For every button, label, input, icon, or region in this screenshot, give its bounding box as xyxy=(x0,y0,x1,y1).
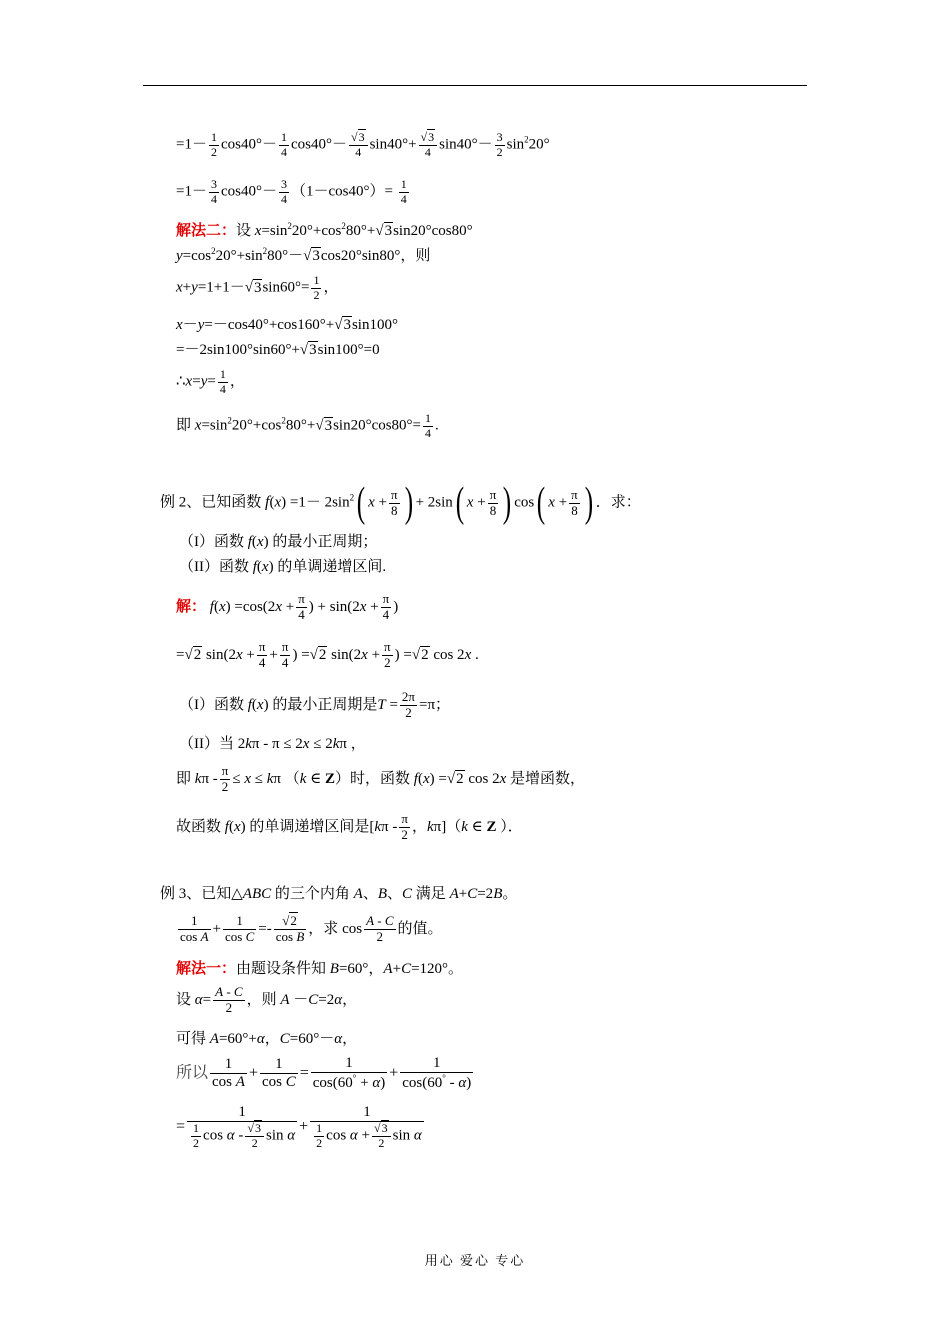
example-2-title: 例 2、已知函数 $f(x) =1- 2\sin^2$( x + $\frac{\pi}{8}$ ) + 2sin( x + $\frac{\pi}{8}$ ) cos( x + $\frac{\pi}{8}$ ) ．求： xyxy=(160,480,641,526)
eq-line-4: $y=\cos^220^\circ+\sin^280^\circ-√3\cos 20^\circ\sin 80^\circ$，则 xyxy=(176,246,431,264)
example-2-answer-4: 故函数 f(x) 的单调递增区间是[kπ - $\frac{\pi}{2}$ ，kπ]（k ∈ Z ）． xyxy=(176,811,523,842)
example-3-solution-1: 解法一：由题设条件知 B=60°，A+C=120°。 xyxy=(176,961,464,977)
example-2-answer-3: 即 kπ - $\frac{\pi}{2}$ ≤ x ≤ kπ （k ∈ Z）时，函数 f(x) =√2 cos 2x 是增函数， xyxy=(176,763,586,794)
eq-line-8: ∴x=y= $\frac{1}{4}$ ， xyxy=(176,367,245,396)
header-rule xyxy=(143,85,807,86)
solution-label: 解： xyxy=(176,598,207,615)
eq-line-6: x－y=－cos40°+cos160°+√3sin100° xyxy=(176,317,398,333)
method-one-label: 解法一： xyxy=(176,961,237,977)
eq-line-7: =－2sin100°sin60°+√3sin100°=0 xyxy=(176,342,380,358)
eq-line-2: =1－ $\frac{3}{4}$ cos40°－ $\frac{3}{4}$ （1－cos40°）= $\frac{1}{4}$ xyxy=(176,177,407,206)
example-2-q1: （I）函数 f(x) 的最小正周期； xyxy=(179,534,378,550)
example-2-solution-1: 解： f(x) =cos(2x + $\frac{\pi}{4}$ ) + sin(2x + $\frac{\pi}{4}$ ) xyxy=(176,591,399,622)
eq-line-1: =1－ $\frac{1}{2}$ cos40°－ $\frac{1}{4}$ cos40°－ $\frac{√3}{4}$ sin40°+ $\frac{√3}{4}$ sin40°－ $\frac{3}{2}$ $\sin^220^\circ$ xyxy=(176,130,550,159)
example-2-answer-1: （I）函数 f(x) 的最小正周期是T = $\frac{2\pi}{2}$ =π； xyxy=(179,689,451,720)
footer: 用心 爱心 专心 xyxy=(424,1253,526,1268)
example-3-solution-5: = 1 $\frac{1}{2}$ cos α - $\frac{√3}{2}$ sin α + 1 $\frac{1}{2}$ cos α + $\frac{√3}{2}$ sin α xyxy=(176,1104,422,1151)
eq-line-9: 即 $x=\sin^220^\circ+\cos^280^\circ+√3\sin 20^\circ\cos 80^\circ=$ $\frac{1}{4}$ . xyxy=(176,411,439,440)
example-2-answer-2: （II）当 2kπ - π ≤ 2x ≤ 2kπ ， xyxy=(179,736,366,752)
example-3-solution-3: 可得 A=60°+α，C=60°－α， xyxy=(176,1031,358,1047)
example-3-solution-4: 所以 $\frac{1}{\text{cos A}}$ + $\frac{1}{\text{cos C}}$ = $\frac{1}{\cos(60^\circ + \alpha)}$ + $\frac{1}{\cos(60^\circ - \alpha)}$ xyxy=(176,1055,472,1092)
example-2-q2: （II）函数 f(x) 的单调递增区间. xyxy=(179,559,387,575)
example-3-title: 例 3、已知△ABC 的三个内角 A、B、C 满足 A+C=2B。 xyxy=(160,886,518,902)
method-two-label: 解法二： xyxy=(176,223,237,239)
method-two-line: 解法二：设 $x=\sin^220^\circ+\cos^280^\circ+√3\sin 20^\circ\cos 80^\circ$ xyxy=(176,221,473,239)
example-3-condition: $\frac{1}{\text{cos A}}$ + $\frac{1}{\text{cos C}}$ =- $\frac{√2}{\text{cos B}}$ ，求 cos $\frac{A - C}{2}$ 的值。 xyxy=(180,913,443,944)
example-2-solution-2: =√2 sin(2x + $\frac{\pi}{4}$ + $\frac{\pi}{4}$ ) =√2 sin(2x + $\frac{\pi}{2}$ ) =√2 cos 2x . xyxy=(176,639,479,670)
eq-line-5: x+y=1+1－√3sin60°= $\frac{1}{2}$ ， xyxy=(176,273,339,302)
example-3-solution-2: 设 α= $\frac{A - C}{2}$ ，则 A －C=2α， xyxy=(176,984,358,1015)
